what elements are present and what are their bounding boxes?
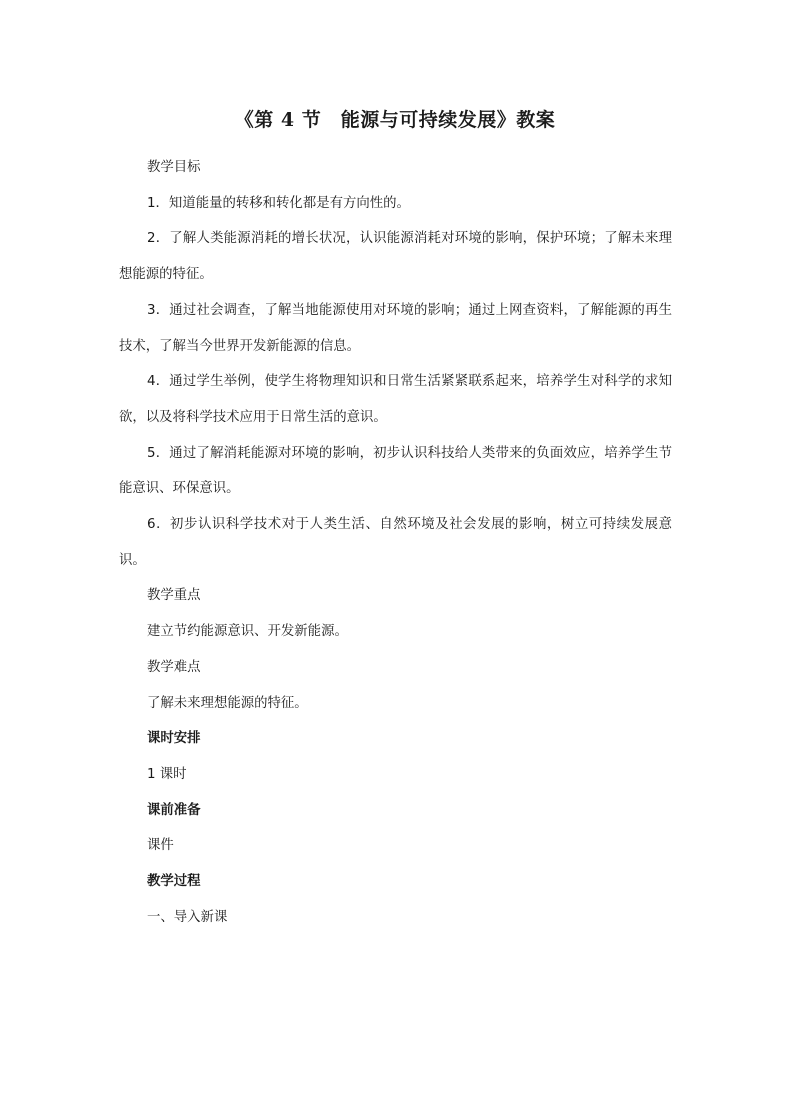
goal-item-3: 3．通过社会调查，了解当地能源使用对环境的影响；通过上网查资料，了解能源的再生技术，了解当今世界开发新能源的信息。 [119,302,672,354]
goal-item-1: 1．知道能量的转移和转化都是有方向性的。 [147,195,410,211]
prep-heading: 课前准备 [147,802,201,818]
key-points-text: 建立节约能源意识、开发新能源。 [147,624,348,640]
goal-item-5: 5．通过了解消耗能源对环境的影响，初步认识科技给人类带来的负面效应，培养学生节能意识、环保意识。 [119,445,672,497]
process-first-step: 一、导入新课 [147,909,228,925]
schedule-text: 1 课时 [147,766,187,782]
prep-text: 课件 [147,838,174,854]
process-heading: 教学过程 [147,874,201,890]
key-points-heading: 教学重点 [147,588,201,604]
schedule-heading: 课时安排 [147,731,201,747]
goal-item-2: 2．了解人类能源消耗的增长状况，认识能源消耗对环境的影响，保护环境；了解未来理想能源的特征。 [119,231,672,283]
goal-item-4: 4．通过学生举例，使学生将物理知识和日常生活紧紧联系起来，培养学生对科学的求知欲，以及将科学技术应用于日常生活的意识。 [119,374,672,425]
document-body [119,150,672,935]
goals-heading: 教学目标 [147,160,201,175]
document-title: 《第 4 节 能源与可持续发展》教案 [234,109,556,131]
difficulty-text: 了解未来理想能源的特征。 [147,695,308,711]
difficulty-heading: 教学难点 [147,659,201,675]
goal-item-6: 6．初步认识科学技术对于人类生活、自然环境及社会发展的影响，树立可持续发展意识。 [119,517,672,568]
